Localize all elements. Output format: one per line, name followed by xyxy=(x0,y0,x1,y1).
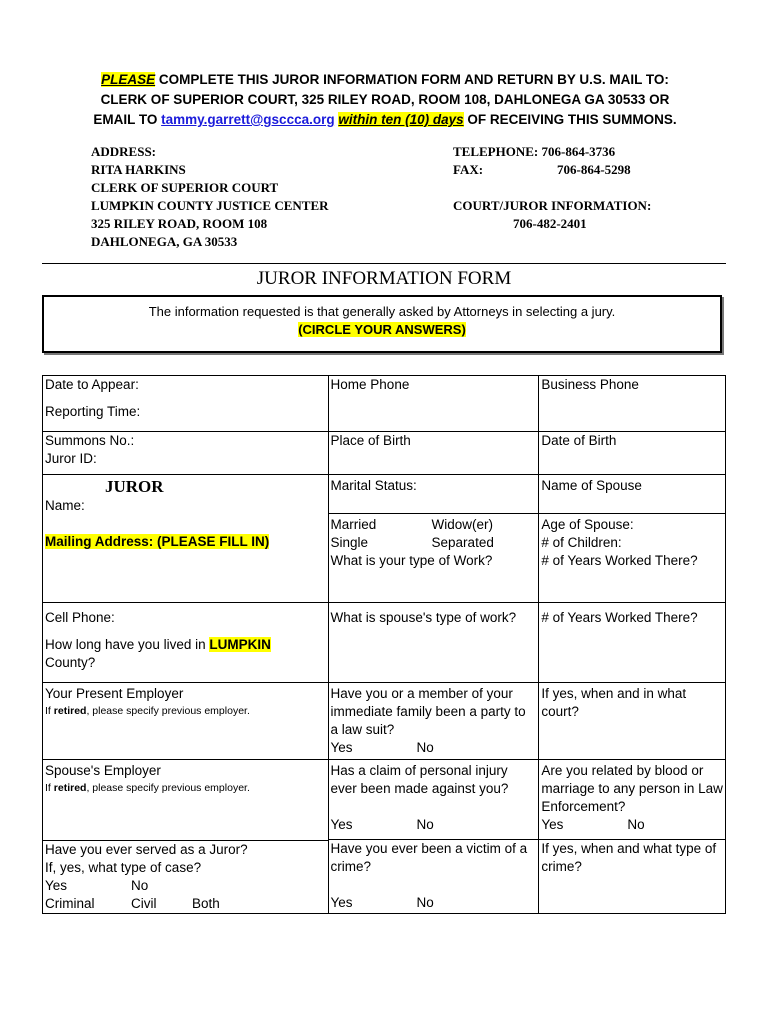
home-phone-cell[interactable] xyxy=(328,376,539,432)
served-juror-cell xyxy=(43,840,329,914)
spouse-work-cell[interactable] xyxy=(328,603,539,683)
type-of-work-label: What is your type of Work? xyxy=(330,553,493,568)
title-divider xyxy=(42,263,726,264)
retired-word: retired xyxy=(53,782,87,794)
address-line: ADDRESS: xyxy=(91,144,157,159)
injury-question: Has a claim of personal injury ever been made against you? xyxy=(330,763,509,796)
court-info-label: COURT/JUROR INFORMATION: xyxy=(453,198,652,213)
county-highlight: LUMPKIN xyxy=(209,637,271,652)
case-type-question: If, yes, what type of case? xyxy=(45,859,202,875)
form-title: JUROR INFORMATION FORM xyxy=(256,268,512,289)
court-info-phone: 706-482-2401 xyxy=(513,216,587,231)
summons-no-label: Summons No.: xyxy=(45,433,135,448)
marital-cell xyxy=(328,475,539,603)
widow-option[interactable]: Widow(er) xyxy=(431,517,494,532)
cell-phone-label: Cell Phone: xyxy=(45,610,115,625)
years-worked-label: # of Years Worked There? xyxy=(541,553,698,568)
spouse-years-worked-label: # of Years Worked There? xyxy=(541,610,698,625)
married-option[interactable]: Married xyxy=(330,517,377,532)
retired-suffix: , please specify previous employer. xyxy=(86,705,250,717)
please-highlight: PLEASE xyxy=(101,72,156,87)
county-question: County? xyxy=(45,655,96,670)
law-enforcement-question: Are you related by blood or marriage to any person in Law Enforcement? xyxy=(541,763,723,814)
info-line: The information requested is that generally asked by Attorneys in selecting a jury. xyxy=(148,304,616,319)
both-option[interactable]: Both xyxy=(192,895,220,911)
criminal-option[interactable]: Criminal xyxy=(45,895,95,911)
present-employer-label: Your Present Employer xyxy=(45,686,184,701)
address-line: DAHLONEGA, GA 30533 xyxy=(91,234,238,249)
victim-cell xyxy=(328,840,539,914)
home-phone-label: Home Phone xyxy=(330,377,410,392)
contact-block xyxy=(453,143,713,233)
circle-instruction: (CIRCLE YOUR ANSWERS) xyxy=(298,322,466,337)
retired-word: retired xyxy=(53,705,87,717)
name-of-spouse-label: Name of Spouse xyxy=(541,478,642,493)
single-option[interactable]: Single xyxy=(330,535,369,550)
lived-label: How long have you lived in xyxy=(45,637,210,652)
injury-cell xyxy=(328,760,539,840)
telephone-label: TELEPHONE: xyxy=(453,144,539,159)
juror-id-label: Juror ID: xyxy=(45,451,97,466)
lawsuit-question: Have you or a member of your immediate family been a party to a law suit? xyxy=(330,686,526,737)
law-enforcement-no[interactable]: No xyxy=(627,817,645,832)
age-of-spouse-label: Age of Spouse: xyxy=(541,517,634,532)
address-block xyxy=(91,143,329,251)
cell-phone-cell[interactable] xyxy=(43,603,329,683)
telephone-number: 706-864-3736 xyxy=(541,144,616,159)
business-phone-cell[interactable] xyxy=(539,376,726,432)
crime-type-cell[interactable] xyxy=(539,840,726,914)
served-juror-question: Have you ever served as a Juror? xyxy=(45,841,248,857)
instructions-line3: OF RECEIVING THIS SUMMONS. xyxy=(463,112,677,127)
reporting-time-label: Reporting Time: xyxy=(45,404,141,419)
spouse-work-label: What is spouse's type of work? xyxy=(330,610,517,625)
address-line: CLERK OF SUPERIOR COURT xyxy=(91,180,279,195)
retired-suffix: , please specify previous employer. xyxy=(86,782,250,794)
mailing-address-label: Mailing Address: (PLEASE FILL IN) xyxy=(45,534,270,549)
victim-no[interactable]: No xyxy=(416,895,434,910)
spouse-cell xyxy=(539,475,726,603)
lawsuit-no[interactable]: No xyxy=(416,740,434,755)
law-enforcement-yes[interactable]: Yes xyxy=(541,817,564,832)
injury-yes[interactable]: Yes xyxy=(330,817,353,832)
victim-question: Have you ever been a victim of a crime? xyxy=(330,841,528,874)
business-phone-label: Business Phone xyxy=(541,377,639,392)
victim-yes[interactable]: Yes xyxy=(330,895,353,910)
fax-label: FAX: xyxy=(453,162,484,177)
retired-prefix: If xyxy=(45,705,54,717)
date-appear-cell[interactable] xyxy=(43,376,329,432)
return-instructions xyxy=(40,70,730,130)
date-of-birth-label: Date of Birth xyxy=(541,433,617,448)
juror-info-table xyxy=(42,375,726,914)
name-label: Name: xyxy=(45,498,85,513)
juror-name-cell[interactable] xyxy=(43,475,329,603)
info-box xyxy=(42,295,722,353)
date-of-birth-cell[interactable] xyxy=(539,432,726,475)
law-enforcement-cell xyxy=(539,760,726,840)
served-no[interactable]: No xyxy=(131,877,149,893)
spouse-years-cell[interactable] xyxy=(539,603,726,683)
place-of-birth-label: Place of Birth xyxy=(330,433,411,448)
email-link[interactable]: tammy.garrett@gsccca.org xyxy=(161,112,335,127)
summons-cell[interactable] xyxy=(43,432,329,475)
deadline-highlight: within ten (10) days xyxy=(338,112,464,127)
lawsuit-when-cell[interactable] xyxy=(539,683,726,760)
separated-option[interactable]: Separated xyxy=(431,535,494,550)
email-prefix: EMAIL TO xyxy=(93,112,162,127)
juror-heading: JUROR xyxy=(105,477,164,496)
lawsuit-yes[interactable]: Yes xyxy=(330,740,353,755)
address-line: LUMPKIN COUNTY JUSTICE CENTER xyxy=(91,198,329,213)
address-line: RITA HARKINS xyxy=(91,162,186,177)
spouse-employer-cell[interactable] xyxy=(43,760,329,840)
place-of-birth-cell[interactable] xyxy=(328,432,539,475)
lawsuit-cell xyxy=(328,683,539,760)
marital-status-label: Marital Status: xyxy=(330,478,417,493)
lawsuit-when-label: If yes, when and in what court? xyxy=(541,686,687,719)
marital-status-box[interactable] xyxy=(329,477,539,514)
civil-option[interactable]: Civil xyxy=(131,895,157,911)
date-to-appear-label: Date to Appear: xyxy=(45,377,139,392)
spouse-name-box[interactable] xyxy=(539,477,725,514)
fax-number: 706-864-5298 xyxy=(557,162,631,177)
num-children-label: # of Children: xyxy=(541,535,622,550)
address-line: 325 RILEY ROAD, ROOM 108 xyxy=(91,216,268,231)
employer-cell[interactable] xyxy=(43,683,329,760)
crime-type-label: If yes, when and what type of crime? xyxy=(541,841,717,874)
served-yes[interactable]: Yes xyxy=(45,877,68,893)
injury-no[interactable]: No xyxy=(416,817,434,832)
retired-prefix: If xyxy=(45,782,54,794)
spouse-employer-label: Spouse's Employer xyxy=(45,763,161,778)
instructions-line2: CLERK OF SUPERIOR COURT, 325 RILEY ROAD, ROOM 108, DAHLONEGA GA 30533 OR xyxy=(100,92,670,107)
instructions-line1: COMPLETE THIS JUROR INFORMATION FORM AND RETURN BY U.S. MAIL TO: xyxy=(155,72,669,87)
